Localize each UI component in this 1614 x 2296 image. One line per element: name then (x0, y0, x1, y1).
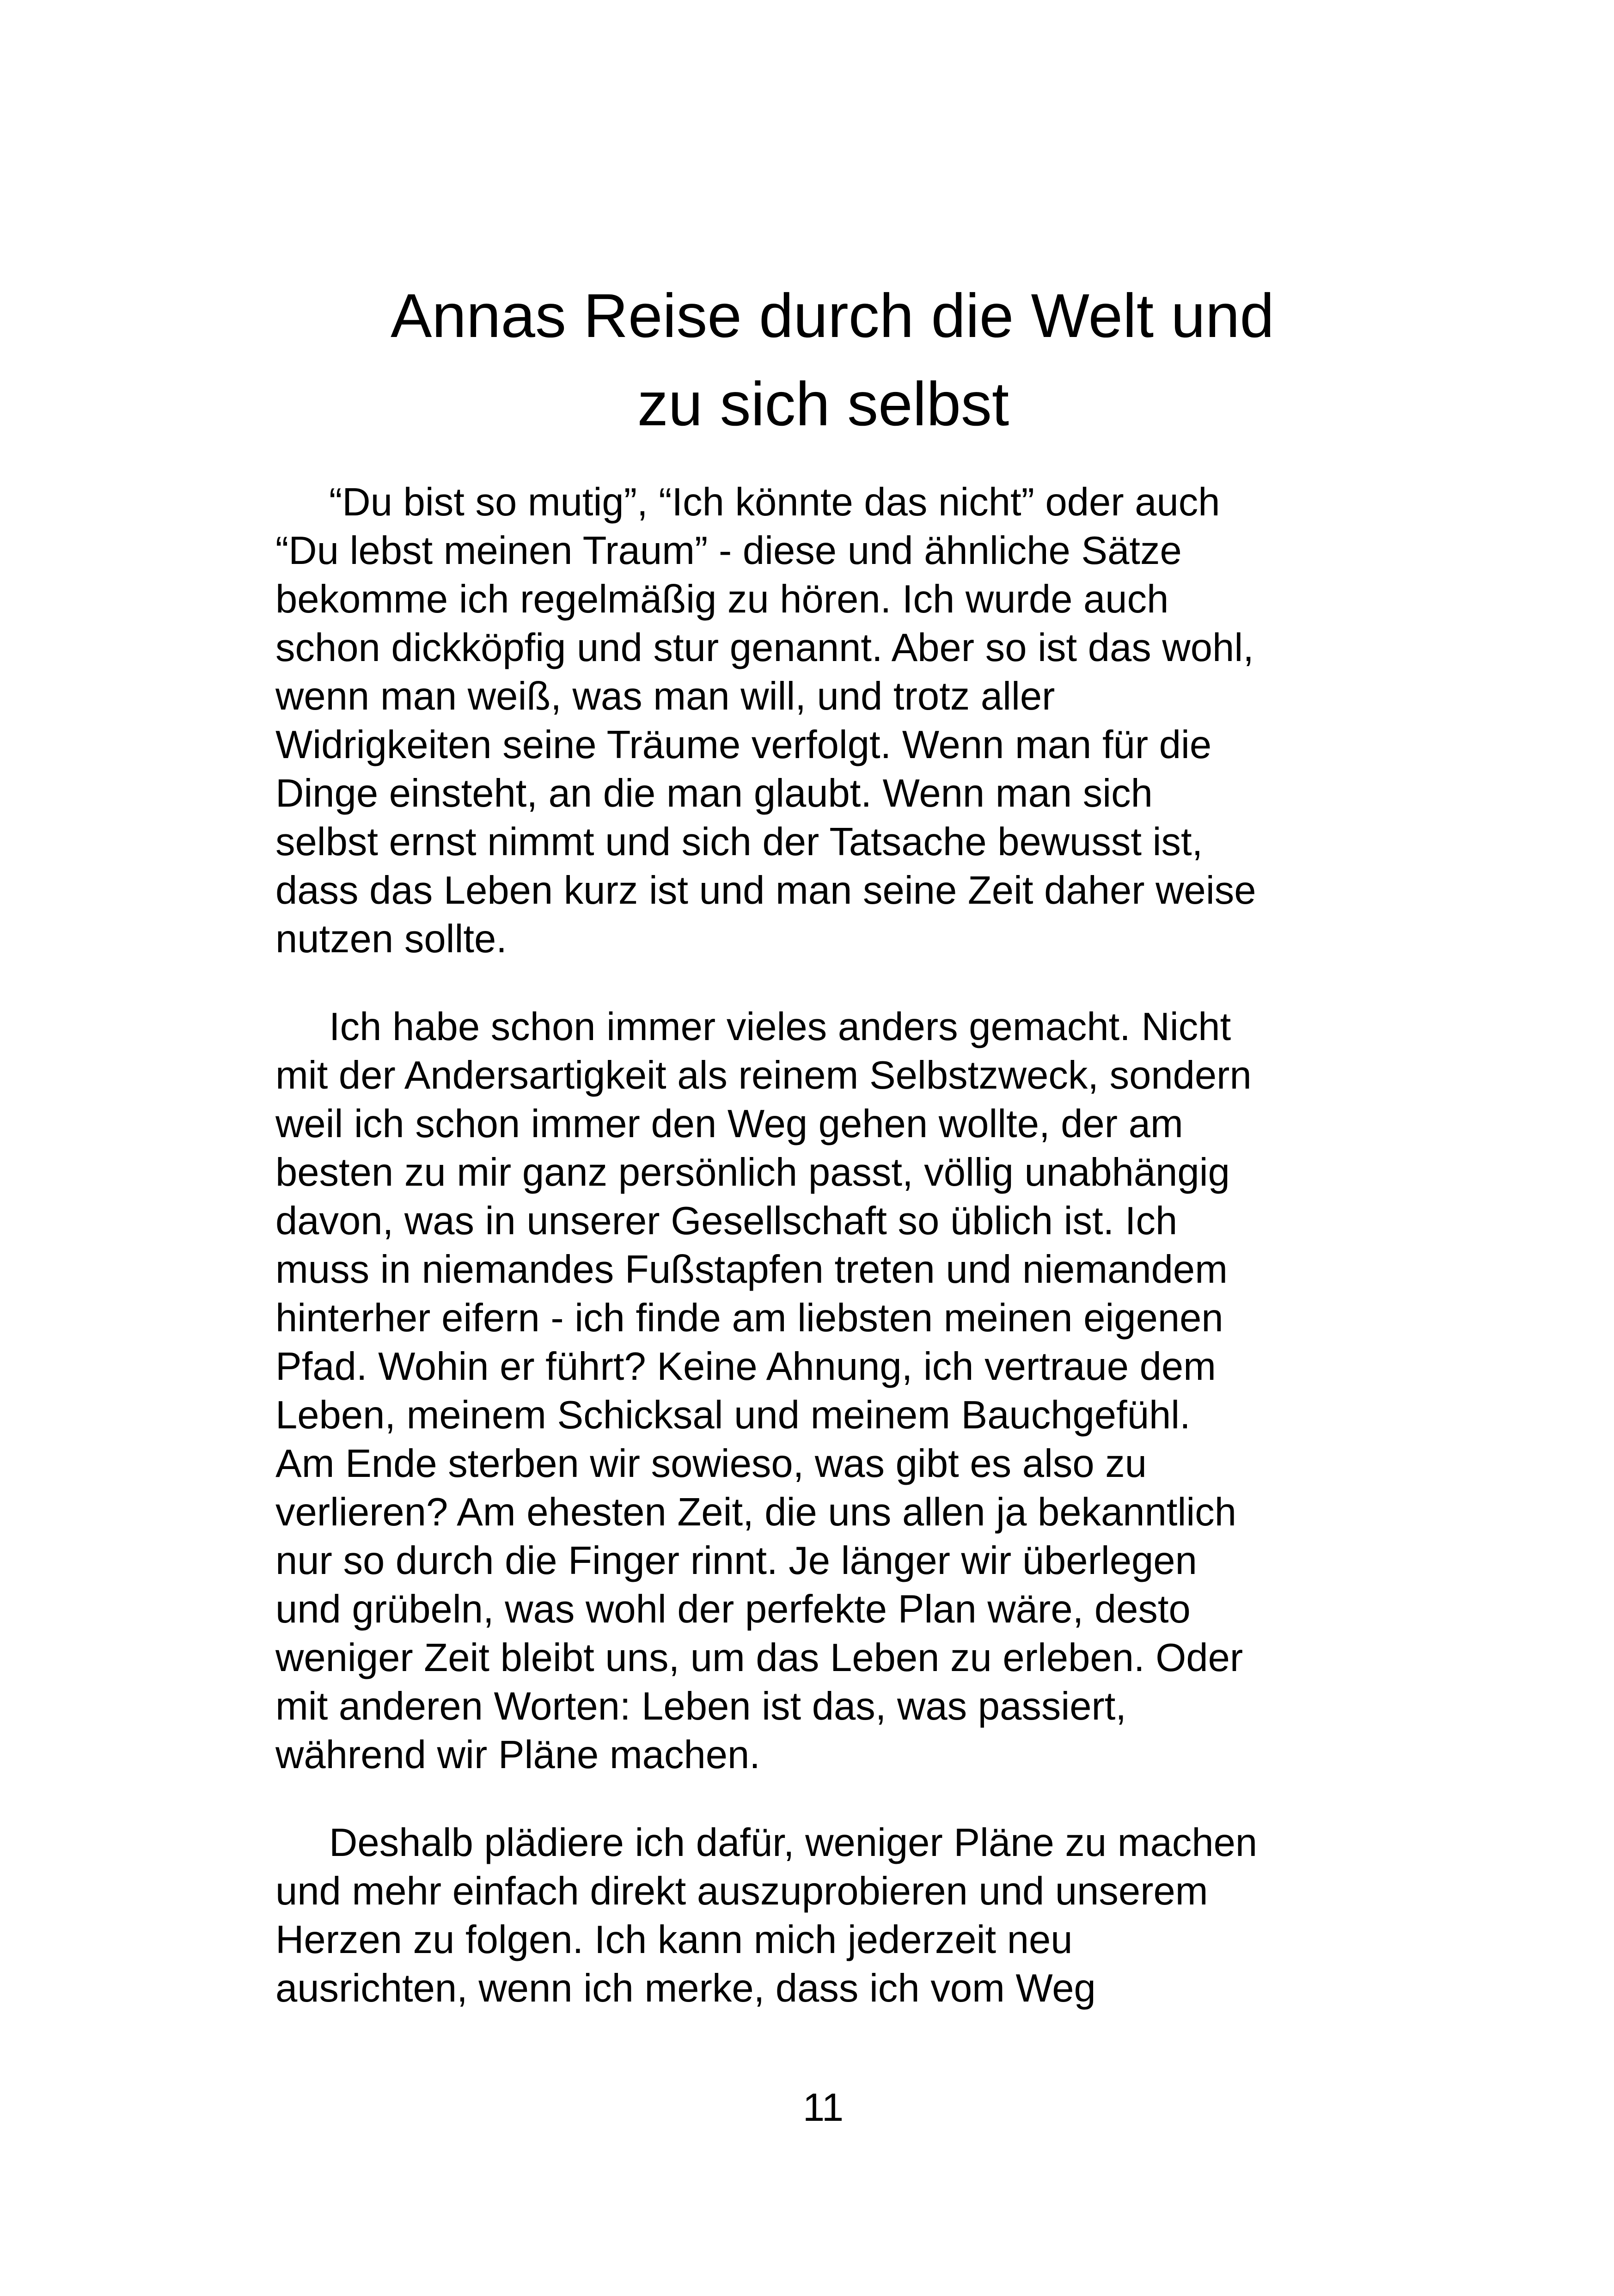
paragraph-line: mit der Andersartigkeit als reinem Selbstzweck, sondern (275, 1053, 1252, 1097)
paragraph-line: und mehr einfach direkt auszuprobieren und unserem (275, 1869, 1208, 1913)
paragraph-line: davon, was in unserer Gesellschaft so üblich ist. Ich (275, 1199, 1178, 1243)
paragraph-line: verlieren? Am ehesten Zeit, die uns allen ja bekanntlich (275, 1490, 1237, 1534)
paragraph-line: Deshalb plädiere ich dafür, weniger Pläne zu machen (329, 1821, 1258, 1865)
paragraph-line: hinterher eifern - ich finde am liebsten meinen eigenen (275, 1296, 1223, 1340)
chapter-title-line-2: zu sich selbst (637, 370, 1009, 439)
paragraph-line: mit anderen Worten: Leben ist das, was passiert, (275, 1684, 1127, 1728)
paragraph-line: und grübeln, was wohl der perfekte Plan wäre, desto (275, 1587, 1191, 1631)
paragraph-line: Leben, meinem Schicksal und meinem Bauchgefühl. (275, 1393, 1191, 1437)
paragraph-line: besten zu mir ganz persönlich passt, völlig unabhängig (275, 1151, 1230, 1194)
paragraph-line: muss in niemandes Fußstapfen treten und niemandem (275, 1248, 1228, 1292)
paragraph-line: nutzen sollte. (275, 917, 507, 961)
chapter-title-line-1: Annas Reise durch die Welt und (391, 282, 1274, 350)
paragraph-line: “Du bist so mutig”, “Ich könnte das nicht” oder auch (329, 480, 1220, 524)
paragraph-line: schon dickköpfig und stur genannt. Aber so ist das wohl, (275, 626, 1254, 670)
page-number: 11 (802, 2086, 844, 2130)
paragraph-line: wenn man weiß, was man will, und trotz aller (275, 674, 1055, 718)
paragraph-line: Pfad. Wohin er führt? Keine Ahnung, ich vertraue dem (275, 1345, 1216, 1389)
paragraph-line: bekomme ich regelmäßig zu hören. Ich wurde auch (275, 577, 1169, 621)
paragraph-line: Widrigkeiten seine Träume verfolgt. Wenn man für die (275, 723, 1212, 767)
paragraph-line: ausrichten, wenn ich merke, dass ich vom Weg (275, 1966, 1096, 2010)
paragraph-line: selbst ernst nimmt und sich der Tatsache bewusst ist, (275, 820, 1203, 864)
paragraph-line: dass das Leben kurz ist und man seine Zeit daher weise (275, 869, 1256, 912)
paragraph-line: weil ich schon immer den Weg gehen wollte, der am (275, 1102, 1183, 1146)
paragraph-line: während wir Pläne machen. (275, 1733, 760, 1777)
paragraph-line: Dinge einsteht, an die man glaubt. Wenn man sich (275, 771, 1153, 815)
paragraph-line: Ich habe schon immer vieles anders gemacht. Nicht (329, 1005, 1231, 1049)
paragraph-line: “Du lebst meinen Traum” - diese und ähnliche Sätze (275, 529, 1182, 573)
paragraph-line: weniger Zeit bleibt uns, um das Leben zu erleben. Oder (275, 1636, 1243, 1680)
paragraph-line: Herzen zu folgen. Ich kann mich jederzeit neu (275, 1918, 1073, 1962)
paragraph-line: nur so durch die Finger rinnt. Je länger wir überlegen (275, 1539, 1197, 1583)
paragraph-line: Am Ende sterben wir sowieso, was gibt es also zu (275, 1442, 1147, 1486)
